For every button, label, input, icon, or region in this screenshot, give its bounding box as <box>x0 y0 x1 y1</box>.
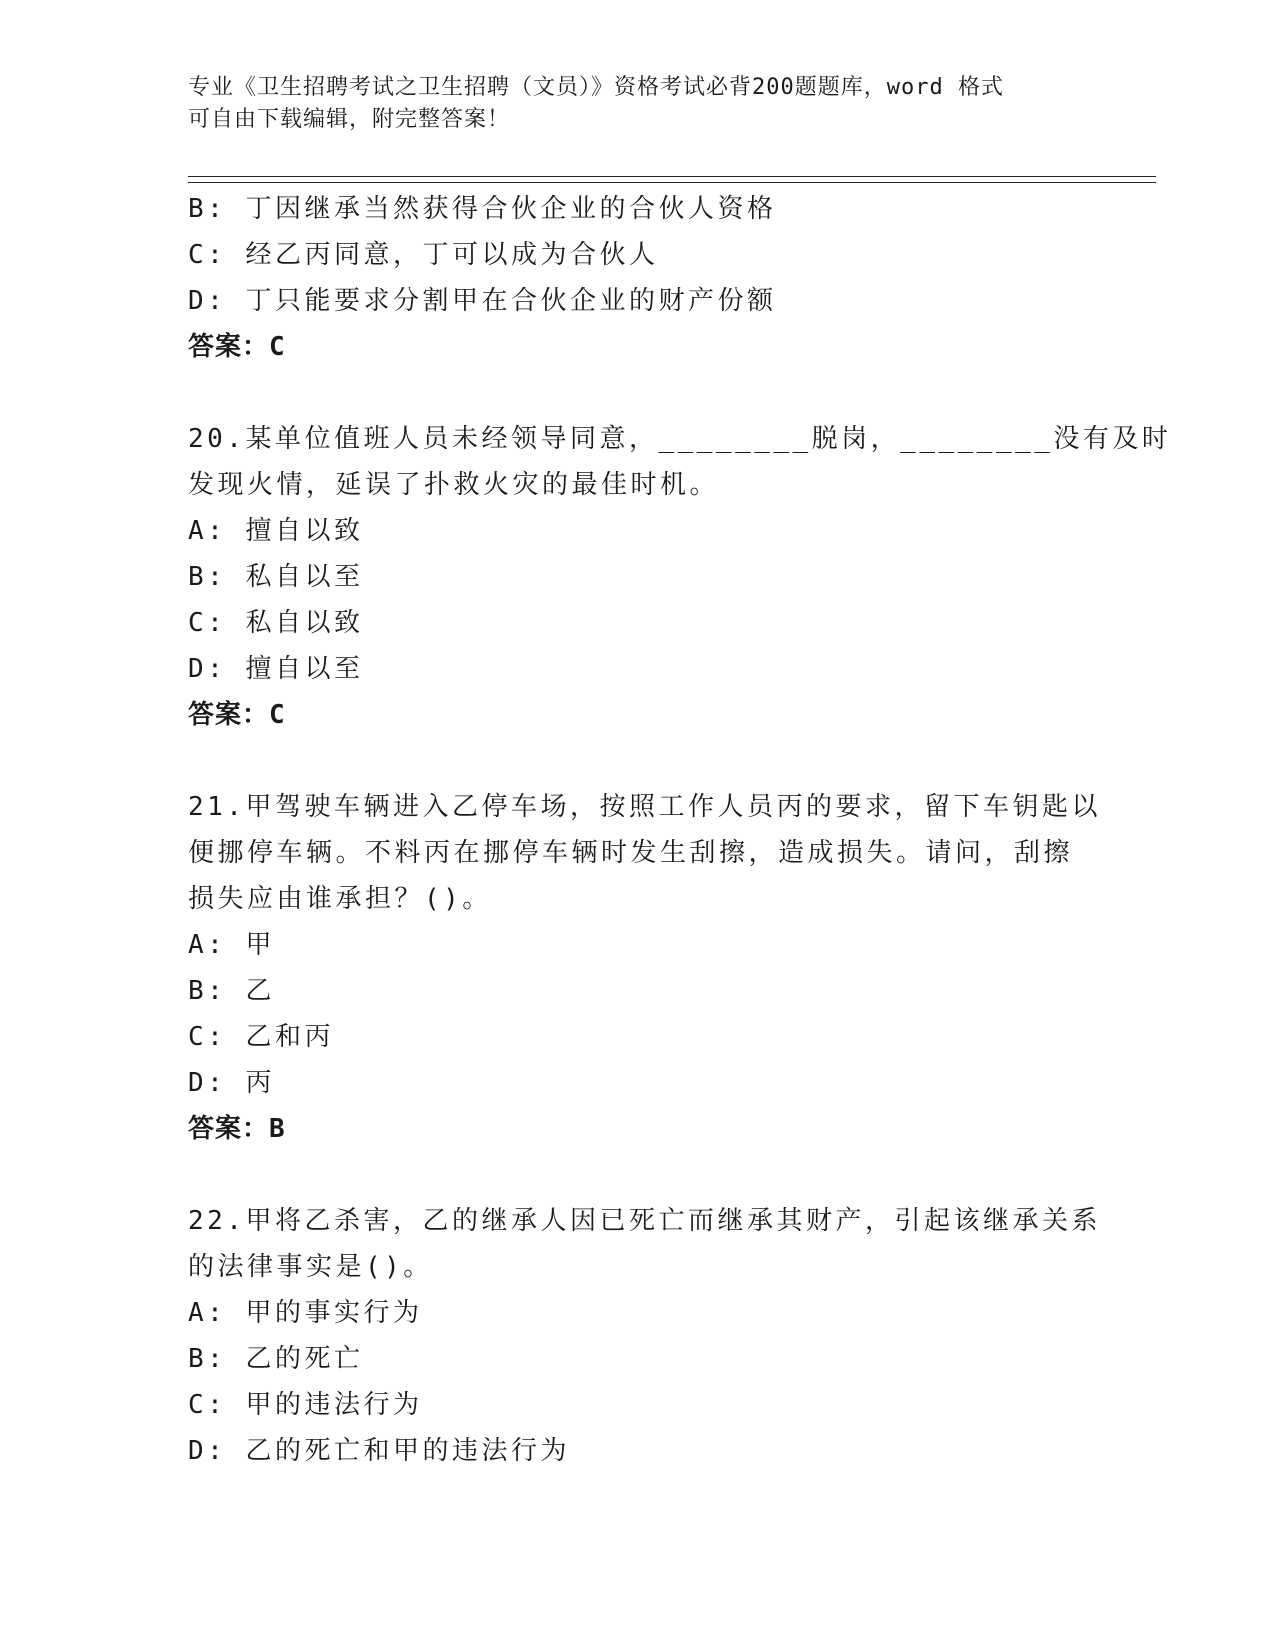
option-c: C: 私自以致 <box>188 608 364 638</box>
option-c: C: 乙和丙 <box>188 1022 334 1052</box>
option-d: D: 擅自以至 <box>188 654 364 684</box>
header-divider-bottom <box>188 182 1156 183</box>
header-divider-top <box>188 176 1156 177</box>
question-block-22 <box>188 1198 1101 1474</box>
question-block-20 <box>188 416 1172 738</box>
option-b: B: 乙 <box>188 976 275 1006</box>
option-b: B: 私自以至 <box>188 562 364 592</box>
header-title-line-2: 可自由下载编辑，附完整答案！ <box>188 107 511 132</box>
question-stem: 便挪停车辆。不料丙在挪停车辆时发生刮擦，造成损失。请问，刮擦 <box>188 838 1074 868</box>
option-b: B: 乙的死亡 <box>188 1344 364 1374</box>
spacer <box>188 738 1088 784</box>
option-a: A: 甲的事实行为 <box>188 1298 423 1328</box>
question-block-21 <box>188 784 1101 1152</box>
option-c: C: 甲的违法行为 <box>188 1390 423 1420</box>
question-list <box>188 186 1172 1474</box>
option-a: A: 擅自以致 <box>188 516 364 546</box>
question-stem: 损失应由谁承担？()。 <box>188 884 492 914</box>
option-a: A: 甲 <box>188 930 275 960</box>
option-b: B: 丁因继承当然获得合伙企业的合伙人资格 <box>188 194 777 224</box>
question-stem: 发现火情，延误了扑救火灾的最佳时机。 <box>188 470 720 500</box>
option-d: D: 乙的死亡和甲的违法行为 <box>188 1436 570 1466</box>
question-stem: 的法律事实是()。 <box>188 1252 433 1282</box>
option-c: C: 经乙丙同意，丁可以成为合伙人 <box>188 240 659 270</box>
answer-line: 答案：C <box>188 332 286 362</box>
spacer <box>188 370 1088 416</box>
answer-line: 答案：C <box>188 700 286 730</box>
question-stem: 22.甲将乙杀害，乙的继承人因已死亡而继承其财产，引起该继承关系 <box>188 1206 1101 1236</box>
question-stem: 21.甲驾驶车辆进入乙停车场，按照工作人员丙的要求，留下车钥匙以 <box>188 792 1101 822</box>
answer-line: 答案：B <box>188 1114 286 1144</box>
question-stem: 20.某单位值班人员未经领导同意，________脱岗，________没有及时 <box>188 424 1172 454</box>
header-title-line-1: 专业《卫生招聘考试之卫生招聘（文员）》资格考试必背200题题库，word 格式 <box>188 75 1004 100</box>
question-block-previous <box>188 186 1088 370</box>
spacer <box>188 1152 1088 1198</box>
document-header <box>188 72 1068 136</box>
option-d: D: 丁只能要求分割甲在合伙企业的财产份额 <box>188 286 777 316</box>
option-d: D: 丙 <box>188 1068 275 1098</box>
